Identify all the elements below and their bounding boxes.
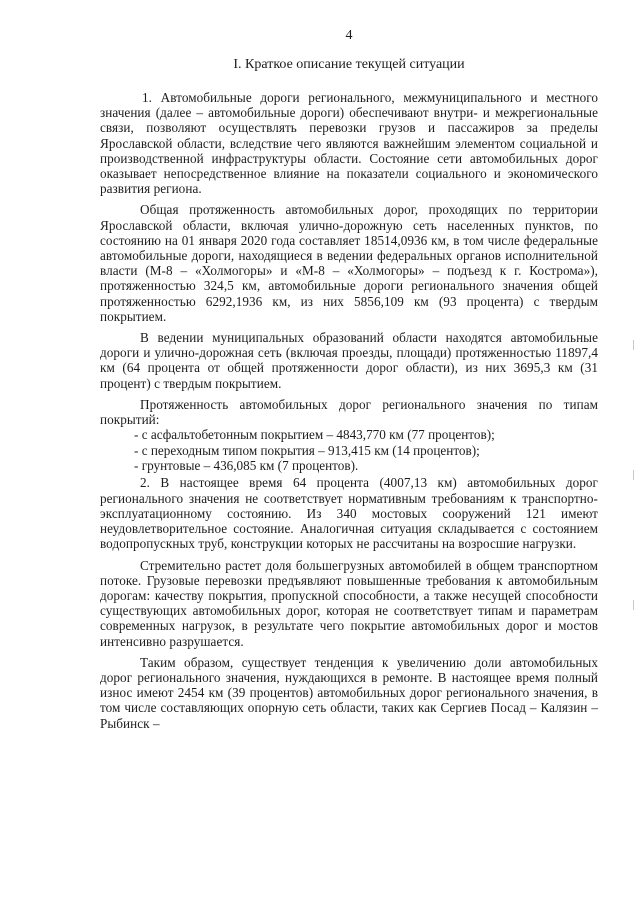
paragraph-heavy-trucks: Стремительно растет доля большегрузных автомобилей в общем транспортном потоке. Грузовые перевозки предъявляют повышенные требования к автомобильным дорогам: качеству покрытия, пропускной способности, а также несущей способности существующих автомобильных дорог, которая не соответствует типам и параметрам современных нагрузок, в результате чего покрытие автомобильных дорог и мостов интенсивно разрушается. (100, 557, 598, 649)
list-item: - с асфальтобетонным покрытием – 4843,770 км (77 процентов); (134, 427, 495, 443)
scan-margin-mark (633, 340, 634, 350)
paragraph-road-condition: 2. В настоящее время 64 процента (4007,13 км) автомобильных дорог регионального значения не соответствует нормативным требованиям к транспортно-эксплуатационному состоянию. Из 340 мостовых сооружений 121 имеют неудовлетворительное состояние. Аналогичная ситуация складывается с состоянием водопропускных труб, конструкции которых не рассчитаны на возросшие нагрузки. (100, 475, 598, 552)
paragraph-municipal-roads: В ведении муниципальных образований области находятся автомобильные дороги и улично-дорожная сеть (включая проезды, площади) протяженностью 11897,4 км (64 процента от общей протяженности дорог области), из них 3695,3 км (31 процент) с твердым покрытием. (100, 330, 598, 391)
list-item: - грунтовые – 436,085 км (7 процентов). (134, 458, 359, 474)
paragraph-roads-overview: 1. Автомобильные дороги регионального, межмуниципального и местного значения (далее – автомобильные дороги) обеспечивают внутри- и межрегиональные связи, позволяют осуществлять перевозки грузов и пассажиров за пределы Ярославской области, вследствие чего являются важнейшим элементом социальной и производственной инфраструктуры области. Состояние сети автомобильных дорог оказывает непосредственное влияние на показатели социального и экономического развития региона. (100, 90, 598, 197)
scan-margin-mark (633, 470, 634, 480)
paragraph-coverage-types-intro: Протяженность автомобильных дорог регионального значения по типам покрытий: (100, 396, 598, 428)
list-item: - с переходным типом покрытия – 913,415 км (14 процентов); (134, 442, 480, 458)
scan-margin-mark (633, 600, 634, 610)
paragraph-total-length: Общая протяженность автомобильных дорог, проходящих по территории Ярославской области, включая улично-дорожную сеть населенных пунктов, по состоянию на 01 января 2020 года составляет 18514,0936 км, в том числе федеральные автомобильные дороги, находящиеся в ведении федеральных органов исполнительной власти (М-8 – «Холмогоры» и «М-8 – «Холмогоры» – подъезд к г. Кострома»), протяженностью 324,5 км, автомобильные дороги регионального значения общей протяженностью 6292,1936 км, из них 5856,109 км (93 процента) с твердым покрытием. (100, 202, 598, 324)
section-title: I. Краткое описание текущей ситуации (233, 57, 465, 72)
coverage-list (100, 427, 598, 473)
page-number: 4 (345, 28, 353, 43)
paragraph-wear-trend: Таким образом, существует тенденция к увеличению доли автомобильных дорог регионального значения, нуждающихся в ремонте. В настоящее время полный износ имеют 2454 км (39 процентов) автомобильных дорог регионального значения, в том числе составляющих опорную сеть области, таких как Сергиев Посад – Калязин – Рыбинск – (100, 654, 598, 731)
